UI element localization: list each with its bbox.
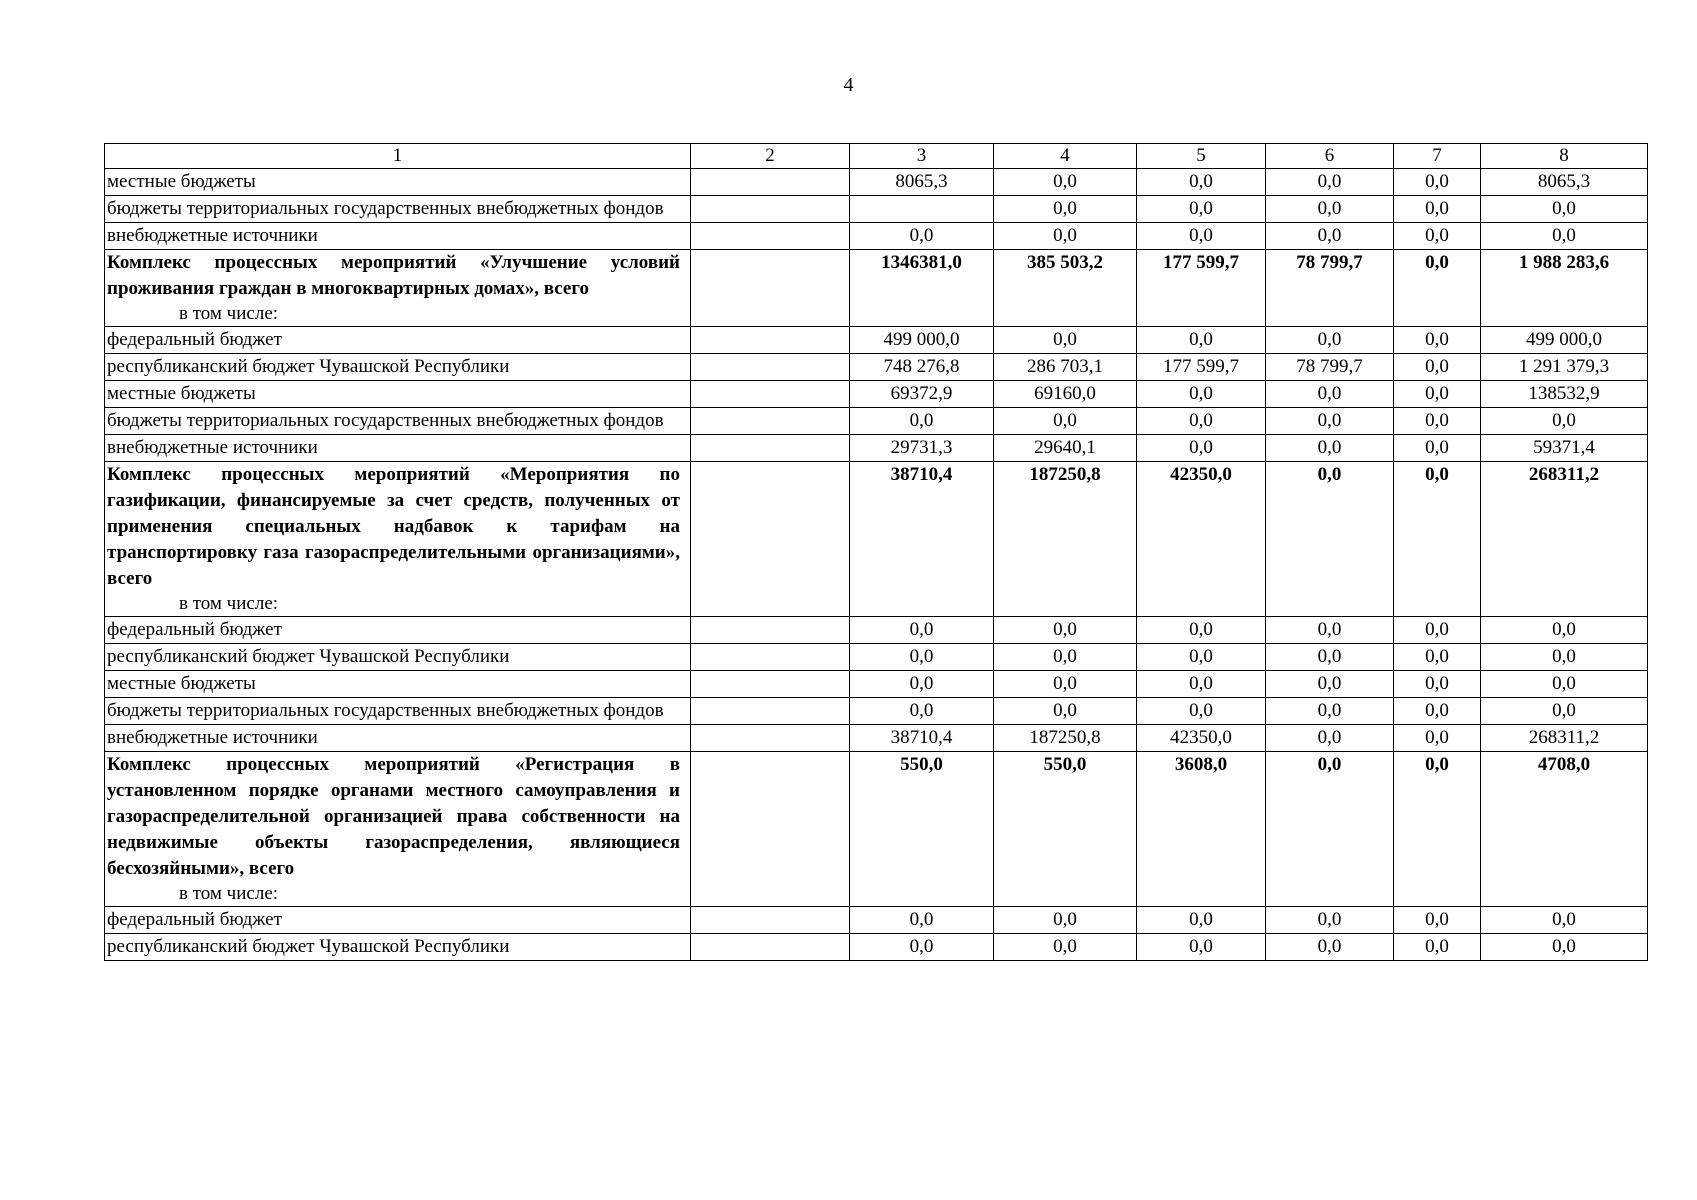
column-2-cell (691, 462, 850, 617)
row-label-cell (105, 435, 691, 462)
value-cell: 0,0 (850, 408, 994, 435)
table-row (105, 169, 1648, 196)
value-cell: 0,0 (994, 698, 1137, 725)
value-cell: 187250,8 (994, 462, 1137, 617)
value-cell: 177 599,7 (1137, 250, 1266, 327)
value-cell: 0,0 (1394, 408, 1481, 435)
value-cell: 748 276,8 (850, 354, 994, 381)
row-label-cell (105, 644, 691, 671)
value-cell: 0,0 (1394, 435, 1481, 462)
value-cell: 0,0 (850, 934, 994, 961)
value-cell: 0,0 (994, 907, 1137, 934)
value-cell: 0,0 (1266, 462, 1394, 617)
value-cell: 0,0 (1394, 617, 1481, 644)
value-cell: 0,0 (1137, 617, 1266, 644)
value-cell: 0,0 (1481, 671, 1648, 698)
value-cell: 0,0 (1481, 698, 1648, 725)
table-row (105, 671, 1648, 698)
value-cell: 78 799,7 (1266, 354, 1394, 381)
header-cell: 2 (691, 144, 850, 169)
header-cell: 5 (1137, 144, 1266, 169)
value-cell: 1346381,0 (850, 250, 994, 327)
table-row (105, 223, 1648, 250)
value-cell: 0,0 (850, 644, 994, 671)
table-row (105, 354, 1648, 381)
value-cell: 0,0 (1137, 381, 1266, 408)
value-cell: 0,0 (1394, 327, 1481, 354)
value-cell: 0,0 (1266, 169, 1394, 196)
column-2-cell (691, 327, 850, 354)
value-cell: 0,0 (1266, 196, 1394, 223)
column-2-cell (691, 752, 850, 907)
row-label: федеральный бюджет (107, 909, 282, 930)
header-cell: 4 (994, 144, 1137, 169)
row-label-cell (105, 169, 691, 196)
value-cell: 0,0 (994, 327, 1137, 354)
value-cell: 0,0 (1266, 907, 1394, 934)
table-row (105, 327, 1648, 354)
table-row (105, 408, 1648, 435)
table-row (105, 934, 1648, 961)
row-label: внебюджетные источники (107, 437, 318, 458)
header-cell: 3 (850, 144, 994, 169)
row-label-cell (105, 408, 691, 435)
table-row (105, 435, 1648, 462)
value-cell: 0,0 (1394, 196, 1481, 223)
value-cell: 0,0 (1481, 223, 1648, 250)
column-2-cell (691, 644, 850, 671)
row-label: республиканский бюджет Чувашской Республики (107, 646, 510, 667)
row-label: Комплекс процессных мероприятий «Регистрация в установленном порядке органами местного самоуправления и газораспределительной организацией права собственности на недвижимые объекты газораспределения, являющиеся бесхозяйными», всего (107, 754, 680, 879)
row-label: местные бюджеты (107, 383, 256, 404)
header-cell: 1 (105, 144, 691, 169)
row-label-cell (105, 381, 691, 408)
value-cell: 38710,4 (850, 462, 994, 617)
value-cell: 0,0 (1137, 907, 1266, 934)
value-cell: 0,0 (1394, 223, 1481, 250)
value-cell: 8065,3 (1481, 169, 1648, 196)
value-cell: 3608,0 (1137, 752, 1266, 907)
row-label-cell (105, 725, 691, 752)
row-label-cell (105, 752, 691, 907)
value-cell: 0,0 (994, 934, 1137, 961)
value-cell: 0,0 (1266, 725, 1394, 752)
value-cell: 0,0 (1266, 752, 1394, 907)
value-cell: 1 988 283,6 (1481, 250, 1648, 327)
value-cell: 0,0 (1266, 934, 1394, 961)
row-label-cell (105, 617, 691, 644)
table-row (105, 725, 1648, 752)
value-cell: 0,0 (1137, 671, 1266, 698)
value-cell: 138532,9 (1481, 381, 1648, 408)
row-label: внебюджетные источники (107, 225, 318, 246)
header-row (105, 144, 1648, 169)
value-cell: 0,0 (1266, 644, 1394, 671)
value-cell: 550,0 (850, 752, 994, 907)
value-cell: 0,0 (994, 169, 1137, 196)
column-2-cell (691, 435, 850, 462)
page-number: 4 (843, 74, 854, 96)
value-cell: 0,0 (1394, 169, 1481, 196)
value-cell: 0,0 (850, 671, 994, 698)
table-row-program (105, 462, 1648, 617)
header-cell: 7 (1394, 144, 1481, 169)
table-row (105, 644, 1648, 671)
column-2-cell (691, 698, 850, 725)
column-2-cell (691, 354, 850, 381)
value-cell: 0,0 (1481, 644, 1648, 671)
value-cell: 0,0 (1137, 698, 1266, 725)
row-label: бюджеты территориальных государственных внебюджетных фондов (107, 198, 664, 219)
row-label: местные бюджеты (107, 673, 256, 694)
value-cell: 0,0 (1394, 644, 1481, 671)
row-label-cell (105, 907, 691, 934)
value-cell: 0,0 (1394, 907, 1481, 934)
row-label-cell (105, 354, 691, 381)
value-cell: 0,0 (1137, 644, 1266, 671)
value-cell: 0,0 (1137, 327, 1266, 354)
value-cell: 0,0 (1394, 698, 1481, 725)
value-cell: 0,0 (1266, 671, 1394, 698)
table-row (105, 698, 1648, 725)
row-label-cell (105, 671, 691, 698)
value-cell: 0,0 (1394, 250, 1481, 327)
row-label: федеральный бюджет (107, 329, 282, 350)
row-label: Комплекс процессных мероприятий «Улучшение условий проживания граждан в многоквартирных домах», всего (107, 252, 680, 299)
value-cell: 0,0 (1266, 698, 1394, 725)
value-cell: 0,0 (1481, 907, 1648, 934)
value-cell: 0,0 (1266, 381, 1394, 408)
column-2-cell (691, 250, 850, 327)
row-label: бюджеты территориальных государственных внебюджетных фондов (107, 410, 664, 431)
row-subnote: в том числе: (179, 883, 279, 904)
table-row (105, 617, 1648, 644)
row-label-cell (105, 327, 691, 354)
value-cell: 0,0 (1394, 725, 1481, 752)
value-cell: 0,0 (1394, 381, 1481, 408)
value-cell: 0,0 (1266, 327, 1394, 354)
value-cell: 0,0 (994, 223, 1137, 250)
value-cell: 0,0 (1266, 617, 1394, 644)
value-cell: 0,0 (1394, 462, 1481, 617)
value-cell: 42350,0 (1137, 462, 1266, 617)
row-label: местные бюджеты (107, 171, 256, 192)
value-cell: 268311,2 (1481, 725, 1648, 752)
row-label: Комплекс процессных мероприятий «Мероприятия по газификации, финансируемые за счет средств, полученных от применения специальных надбавок к тарифам на транспортировку газа газораспределительными организациями», всего (107, 464, 680, 589)
column-2-cell (691, 617, 850, 644)
row-label-cell (105, 250, 691, 327)
value-cell: 0,0 (994, 644, 1137, 671)
header-cell: 6 (1266, 144, 1394, 169)
row-label-cell (105, 934, 691, 961)
value-cell: 0,0 (1481, 617, 1648, 644)
value-cell: 0,0 (994, 617, 1137, 644)
value-cell: 29640,1 (994, 435, 1137, 462)
column-2-cell (691, 725, 850, 752)
value-cell: 0,0 (994, 408, 1137, 435)
value-cell: 0,0 (1137, 934, 1266, 961)
row-label-cell (105, 223, 691, 250)
value-cell: 177 599,7 (1137, 354, 1266, 381)
value-cell: 0,0 (1394, 671, 1481, 698)
value-cell (850, 196, 994, 223)
value-cell: 0,0 (1266, 223, 1394, 250)
table-row (105, 907, 1648, 934)
value-cell: 42350,0 (1137, 725, 1266, 752)
value-cell: 499 000,0 (850, 327, 994, 354)
column-2-cell (691, 408, 850, 435)
value-cell: 268311,2 (1481, 462, 1648, 617)
table-row (105, 196, 1648, 223)
value-cell: 0,0 (1481, 196, 1648, 223)
value-cell: 0,0 (850, 617, 994, 644)
value-cell: 0,0 (1137, 196, 1266, 223)
value-cell: 0,0 (1137, 408, 1266, 435)
value-cell: 0,0 (1394, 354, 1481, 381)
value-cell: 187250,8 (994, 725, 1137, 752)
value-cell: 0,0 (1266, 435, 1394, 462)
table-body (105, 144, 1648, 961)
value-cell: 69372,9 (850, 381, 994, 408)
row-label-cell (105, 196, 691, 223)
value-cell: 499 000,0 (1481, 327, 1648, 354)
table-row-program (105, 250, 1648, 327)
table-row-program (105, 752, 1648, 907)
value-cell: 0,0 (1266, 408, 1394, 435)
row-label-cell (105, 698, 691, 725)
column-2-cell (691, 223, 850, 250)
row-label: внебюджетные источники (107, 727, 318, 748)
column-2-cell (691, 196, 850, 223)
value-cell: 4708,0 (1481, 752, 1648, 907)
row-subnote: в том числе: (179, 303, 279, 324)
value-cell: 550,0 (994, 752, 1137, 907)
value-cell: 0,0 (1137, 223, 1266, 250)
row-subnote: в том числе: (179, 593, 279, 614)
value-cell: 1 291 379,3 (1481, 354, 1648, 381)
row-label: республиканский бюджет Чувашской Республики (107, 356, 510, 377)
value-cell: 0,0 (850, 223, 994, 250)
table-row (105, 381, 1648, 408)
value-cell: 286 703,1 (994, 354, 1137, 381)
column-2-cell (691, 671, 850, 698)
value-cell: 59371,4 (1481, 435, 1648, 462)
value-cell: 78 799,7 (1266, 250, 1394, 327)
header-cell: 8 (1481, 144, 1648, 169)
row-label: бюджеты территориальных государственных внебюджетных фондов (107, 700, 664, 721)
value-cell: 8065,3 (850, 169, 994, 196)
value-cell: 0,0 (1394, 752, 1481, 907)
column-2-cell (691, 907, 850, 934)
row-label-cell (105, 462, 691, 617)
column-2-cell (691, 934, 850, 961)
value-cell: 38710,4 (850, 725, 994, 752)
value-cell: 385 503,2 (994, 250, 1137, 327)
value-cell: 0,0 (1137, 435, 1266, 462)
value-cell: 0,0 (994, 671, 1137, 698)
row-label: федеральный бюджет (107, 619, 282, 640)
value-cell: 0,0 (850, 907, 994, 934)
value-cell: 0,0 (994, 196, 1137, 223)
budget-table (104, 143, 1648, 961)
row-label: республиканский бюджет Чувашской Республики (107, 936, 510, 957)
value-cell: 69160,0 (994, 381, 1137, 408)
column-2-cell (691, 169, 850, 196)
value-cell: 0,0 (1394, 934, 1481, 961)
column-2-cell (691, 381, 850, 408)
value-cell: 0,0 (1481, 408, 1648, 435)
value-cell: 0,0 (1481, 934, 1648, 961)
value-cell: 0,0 (1137, 169, 1266, 196)
value-cell: 29731,3 (850, 435, 994, 462)
value-cell: 0,0 (850, 698, 994, 725)
